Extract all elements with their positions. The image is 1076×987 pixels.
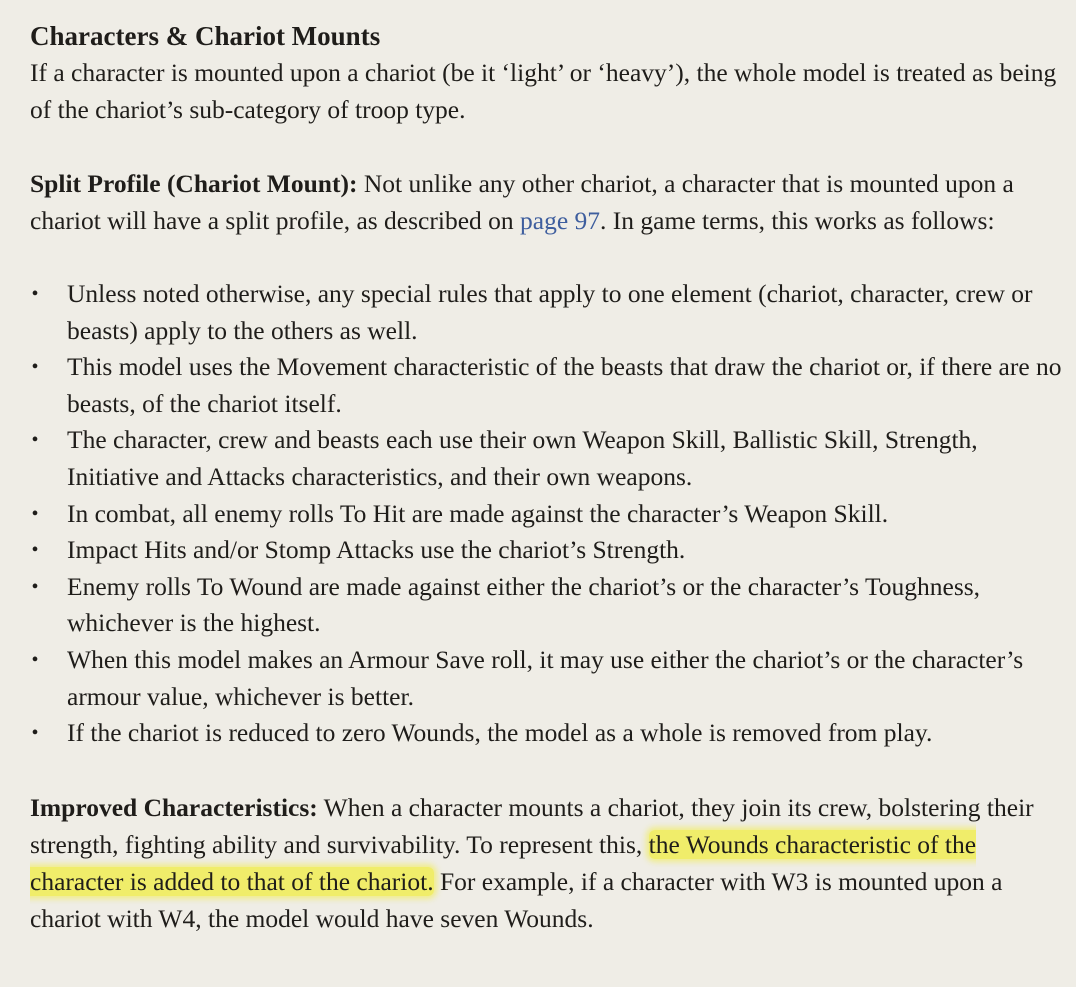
list-item bbox=[30, 496, 1066, 533]
split-profile-paragraph bbox=[30, 165, 1066, 239]
spacer bbox=[30, 128, 1066, 165]
improved-text-a: When a character mounts a chariot, they join its crew, bolstering their strength, fighting ability and survivability. To represent this, bbox=[30, 792, 1034, 859]
bullet-icon: • bbox=[31, 722, 39, 745]
bullet-icon: • bbox=[31, 648, 39, 671]
split-profile-text-b: . In game terms, this works as follows: bbox=[600, 206, 995, 235]
list-item-text: In combat, all enemy rolls To Hit are made against the character’s Weapon Skill. bbox=[67, 498, 889, 528]
improved-characteristics-paragraph bbox=[30, 789, 1066, 937]
bullet-icon: • bbox=[31, 283, 39, 305]
bullet-icon: • bbox=[31, 356, 39, 379]
rules-page bbox=[30, 18, 1066, 937]
list-item-text: This model uses the Movement characteristic of the beasts that draw the chariot or, if there are no beasts, of the chariot itself. bbox=[67, 352, 1062, 418]
bullet-icon: • bbox=[31, 575, 39, 598]
list-item bbox=[30, 276, 1066, 349]
list-item-text: Unless noted otherwise, any special rules that apply to one element (chariot, character, crew or beasts) apply to the others as well. bbox=[67, 279, 1033, 345]
list-item bbox=[30, 422, 1066, 495]
split-profile-heading: Split Profile (Chariot Mount): bbox=[30, 169, 358, 198]
list-item-text: When this model makes an Armour Save roll, it may use either the chariot’s or the character’s armour value, whichever is better. bbox=[67, 644, 1024, 711]
bullet-icon: • bbox=[31, 502, 39, 525]
bullet-icon: • bbox=[31, 429, 39, 452]
split-profile-text-a: Not unlike any other chariot, a character that is mounted upon a chariot will have a split profile, as described on bbox=[30, 169, 1014, 235]
page-97-link[interactable]: page 97 bbox=[520, 206, 601, 235]
section-title: Characters & Chariot Mounts bbox=[30, 21, 381, 51]
list-item bbox=[30, 349, 1066, 422]
section-intro: If a character is mounted upon a chariot (be it ‘light’ or ‘heavy’), the whole model is treated as being of the chariot’s sub-category of troop type. bbox=[30, 58, 1057, 124]
list-item bbox=[30, 569, 1066, 642]
list-item-text: Impact Hits and/or Stomp Attacks use the chariot’s Strength. bbox=[67, 535, 686, 565]
bullet-icon: • bbox=[31, 539, 39, 562]
highlighted-text: the Wounds characteristic of the character is added to that of the chariot. bbox=[30, 829, 977, 896]
list-item bbox=[30, 715, 1066, 752]
spacer bbox=[30, 752, 1066, 789]
list-item bbox=[30, 642, 1066, 715]
list-item-text: If the chariot is reduced to zero Wounds, the model as a whole is removed from play. bbox=[67, 718, 933, 748]
improved-text-b: For example, if a character with W3 is mounted upon a chariot with W4, the model would have seven Wounds. bbox=[30, 866, 1003, 933]
improved-characteristics-heading: Improved Characteristics: bbox=[30, 792, 318, 822]
split-profile-rules-list bbox=[30, 276, 1066, 752]
list-item-text: Enemy rolls To Wound are made against either the chariot’s or the character’s Toughness, whichever is the highest. bbox=[67, 571, 981, 638]
list-item-text: The character, crew and beasts each use their own Weapon Skill, Ballistic Skill, Strength, Initiative and Attacks characteristics, and their own weapons. bbox=[67, 425, 978, 491]
list-item bbox=[30, 532, 1066, 569]
spacer bbox=[30, 239, 1066, 276]
